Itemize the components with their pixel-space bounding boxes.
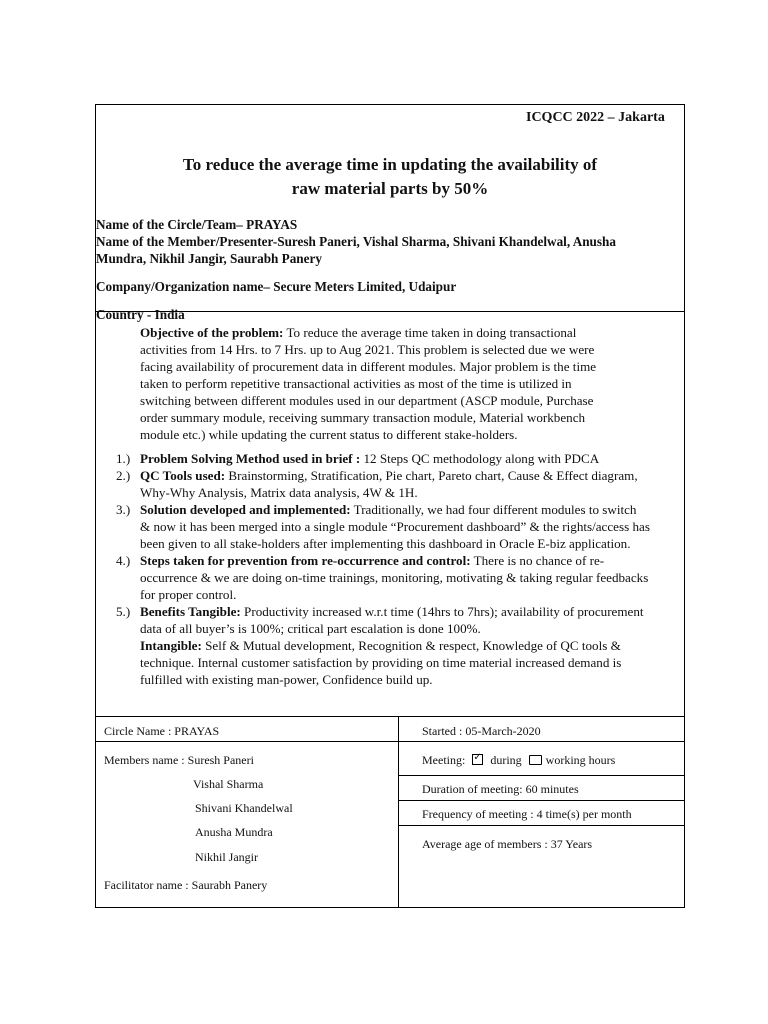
- item-number: 4.): [116, 553, 131, 568]
- checkbox-empty-icon: [529, 755, 542, 765]
- member-name: Vishal Sharma: [193, 777, 264, 791]
- document-title: [95, 153, 685, 201]
- intangible-benefits: [140, 637, 683, 688]
- item-line: Productivity increased w.r.t time (14hrs to 7hrs); availability of procurement: [240, 604, 644, 619]
- members-line-2: Mundra, Nikhil Jangir, Saurabh Panery: [96, 251, 322, 266]
- objective-line: module etc.) while updating the current status to different stake-holders.: [140, 427, 518, 442]
- item-solution: [140, 501, 683, 552]
- checkbox-checked-icon: [472, 754, 483, 765]
- objective-line: activities from 14 Hrs. to 7 Hrs. up to Aug 2021. This problem is selected due we were: [140, 342, 595, 357]
- member-name: Anusha Mundra: [195, 825, 273, 839]
- objective-line: taken to perform repetitive transactional activities as most of the time is utilized in: [140, 376, 572, 391]
- frequency-cell: Frequency of meeting : 4 time(s) per month: [422, 807, 632, 821]
- title-line-1: To reduce the average time in updating the availability of: [182, 155, 598, 174]
- table-top-border: [95, 716, 685, 717]
- item-number: 5.): [116, 604, 131, 619]
- member-name: Shivani Khandelwal: [195, 801, 293, 815]
- item-benefits: [140, 603, 683, 637]
- item-label: Solution developed and implemented:: [140, 502, 351, 517]
- item-qc-tools: [140, 467, 683, 501]
- meeting-during: during: [490, 753, 522, 767]
- item-line: been given to all stake-holders after implementing this dashboard in Oracle E-biz application.: [140, 536, 631, 551]
- intangible-line: Self & Mutual development, Recognition & respect, Knowledge of QC tools &: [201, 638, 621, 653]
- item-line: Brainstorming, Stratification, Pie chart, Pareto chart, Cause & Effect diagram,: [225, 468, 638, 483]
- item-line: 12 Steps QC methodology along with PDCA: [360, 451, 600, 466]
- member-name: Nikhil Jangir: [195, 850, 258, 864]
- item-number: 2.): [116, 468, 131, 483]
- circle-team: Name of the Circle/Team– PRAYAS: [96, 217, 298, 232]
- item-line: Traditionally, we had four different modules to switch: [350, 502, 637, 517]
- item-line: data of all buyer’s is 100%; critical part escalation is done 100%.: [140, 621, 481, 636]
- item-number: 3.): [116, 502, 131, 517]
- objective-line: order summary module, receiving summary transaction module, Material workbench: [140, 410, 586, 425]
- table-row-divider: [398, 800, 685, 801]
- item-prevention: [140, 552, 683, 603]
- objective-line: facing availability of procurement data in different modules. Major problem is the time: [140, 359, 597, 374]
- country: Country - India: [96, 307, 185, 322]
- members-name-label: Members name : Suresh Paneri: [104, 753, 254, 767]
- facilitator-cell: Facilitator name : Saurabh Panery: [104, 878, 268, 892]
- event-name: ICQCC 2022 – Jakarta: [526, 110, 665, 125]
- item-label: Benefits Tangible:: [140, 604, 241, 619]
- item-number: 1.): [116, 451, 131, 466]
- item-line: Why-Why Analysis, Matrix data analysis, 4W & 1H.: [140, 485, 418, 500]
- table-row-divider: [398, 775, 685, 776]
- item-label: QC Tools used:: [140, 468, 226, 483]
- title-line-2: raw material parts by 50%: [291, 179, 489, 198]
- item-line: & now it has been merged into a single module “Procurement dashboard” & the rights/access has: [140, 519, 650, 534]
- item-label: Steps taken for prevention from re-occurrence and control:: [140, 553, 471, 568]
- objective: [140, 324, 683, 443]
- duration-cell: Duration of meeting: 60 minutes: [422, 782, 579, 796]
- objective-label: Objective of the problem:: [140, 325, 284, 340]
- objective-line: To reduce the average time taken in doing transactional: [283, 325, 577, 340]
- table-row-divider: [398, 825, 685, 826]
- table-column-divider: [398, 716, 399, 908]
- item-label: Problem Solving Method used in brief :: [140, 451, 361, 466]
- item-line: for proper control.: [140, 587, 237, 602]
- started-cell: Started : 05-March-2020: [422, 724, 541, 738]
- average-age-cell: Average age of members : 37 Years: [422, 837, 593, 851]
- item-line: occurrence & we are doing on-time trainings, monitoring, motivating & taking regular feedbacks: [140, 570, 649, 585]
- objective-line: switching between different modules used in our department (ASCP module, Purchase: [140, 393, 594, 408]
- meeting-label: Meeting:: [422, 753, 466, 767]
- meeting-cell: [422, 753, 615, 767]
- company-name: Company/Organization name– Secure Meters Limited, Udaipur: [96, 279, 457, 294]
- intangible-label: Intangible:: [140, 638, 202, 653]
- meeting-working-hours: working hours: [545, 753, 616, 767]
- intangible-line: technique. Internal customer satisfaction by providing on time material increased demand is: [140, 655, 622, 670]
- members-line-1: Name of the Member/Presenter-Suresh Paneri, Vishal Sharma, Shivani Khandelwal, Anusha: [96, 234, 616, 249]
- intangible-line: fulfilled with existing man-power, Confidence build up.: [140, 672, 433, 687]
- table-row-divider: [95, 741, 685, 742]
- circle-name-cell: Circle Name : PRAYAS: [104, 724, 220, 738]
- item-line: There is no chance of re-: [470, 553, 605, 568]
- item-problem-solving: [140, 450, 683, 467]
